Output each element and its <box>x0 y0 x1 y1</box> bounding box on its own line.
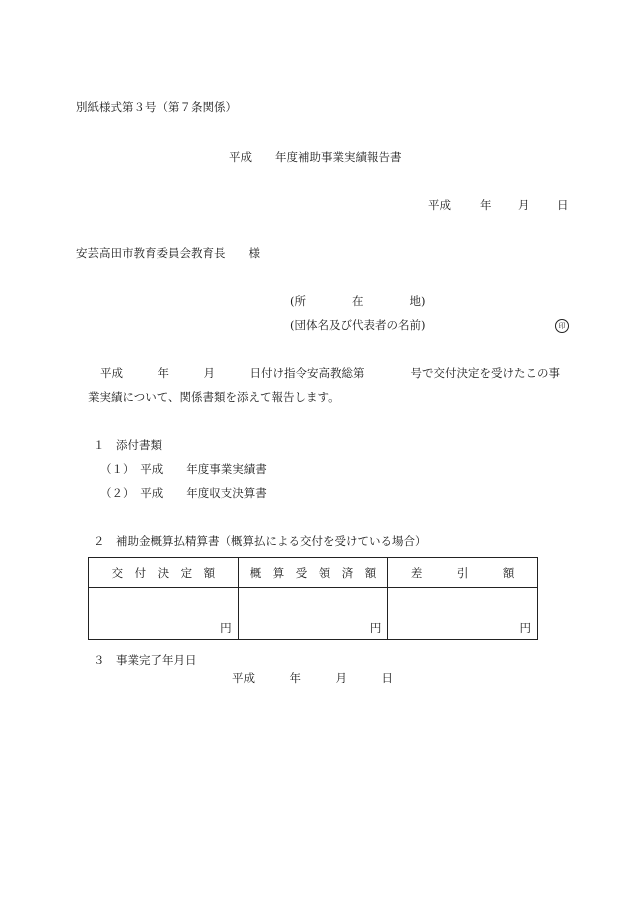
completion-date-heading: ３ 事業完了年月日 <box>93 653 197 667</box>
received-amount-cell: 円 <box>238 588 388 640</box>
decided-amount-cell: 円 <box>89 588 239 640</box>
col-decided-amount-header: 交 付 決 定 額 <box>89 558 239 588</box>
date-year: 年 <box>480 198 492 212</box>
applicant-name-label: (団体名及び代表者の名前) <box>290 318 426 332</box>
completion-date: 平成 年 月 日 <box>232 671 393 685</box>
seal-icon: 印 <box>555 319 569 333</box>
body-text-line-1: 平成 年 月 日付け指令安高教総第 号で交付決定を受けたこの事 <box>100 366 560 380</box>
difference-cell: 円 <box>388 588 538 640</box>
form-header: 別紙様式第３号（第７条関係） <box>76 100 237 114</box>
table-row <box>89 588 538 640</box>
settlement-heading: ２ 補助金概算払精算書（概算払による交付を受けている場合） <box>93 534 427 548</box>
body-text-line-2: 業実績について、関係書類を添えて報告します。 <box>88 390 340 404</box>
date-era: 平成 <box>428 198 451 212</box>
addressee: 安芸高田市教育委員会教育長 様 <box>76 246 260 260</box>
date-month: 月 <box>518 198 530 212</box>
col-received-amount-header: 概 算 受 領 済 額 <box>238 558 388 588</box>
attachments-heading: １ 添付書類 <box>93 438 162 452</box>
col-difference-header: 差 引 額 <box>388 558 538 588</box>
settlement-table <box>88 557 538 640</box>
attachment-item-2: （２） 平成 年度収支決算書 <box>100 486 267 500</box>
table-header-row <box>89 558 538 588</box>
applicant-address-label: (所 在 地) <box>290 294 426 308</box>
document-title: 平成 年度補助事業実績報告書 <box>229 150 402 164</box>
attachment-item-1: （１） 平成 年度事業実績書 <box>100 462 267 476</box>
date-day: 日 <box>557 198 569 212</box>
